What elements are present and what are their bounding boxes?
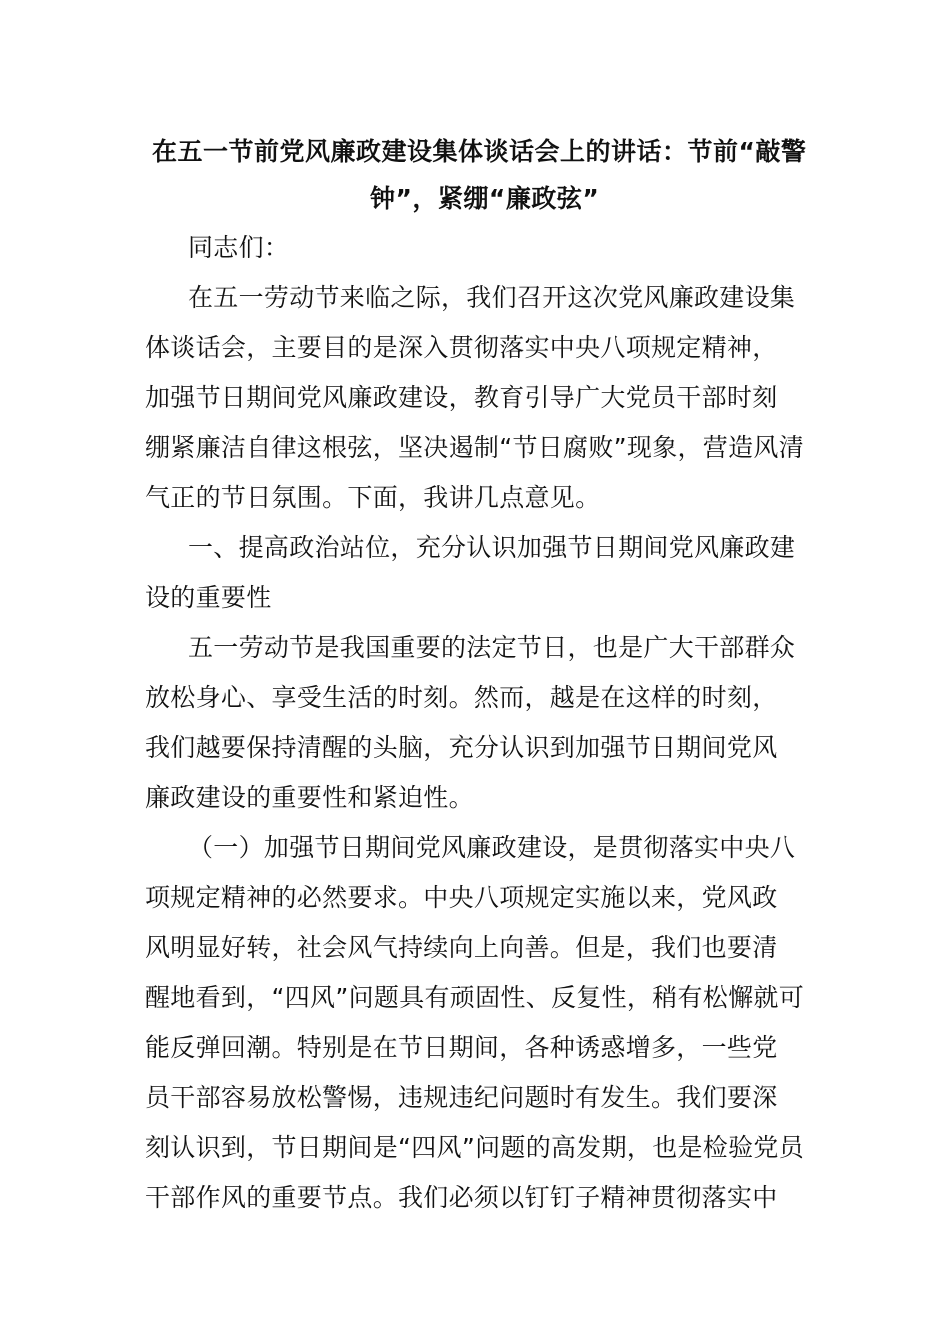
document-title-line-2: 钟”，紧绷“廉政弦” bbox=[370, 184, 600, 213]
section-heading-line: 设的重要性 bbox=[145, 583, 272, 612]
paragraph-line: 绷紧廉洁自律这根弦，坚决遏制“节日腐败”现象，营造风清 bbox=[145, 433, 805, 462]
section-heading-line: 一、提高政治站位，充分认识加强节日期间党风廉政建 bbox=[188, 533, 796, 562]
paragraph-line: 干部作风的重要节点。我们必须以钉钉子精神贯彻落实中 bbox=[145, 1183, 778, 1212]
paragraph-line: 气正的节日氛围。下面，我讲几点意见。 bbox=[145, 483, 601, 512]
paragraph-line: 加强节日期间党风廉政建设，教育引导广大党员干部时刻 bbox=[145, 383, 778, 412]
paragraph-line: 五一劳动节是我国重要的法定节日，也是广大干部群众 bbox=[188, 633, 796, 662]
paragraph-line: （一）加强节日期间党风廉政建设，是贯彻落实中央八 bbox=[188, 833, 796, 862]
paragraph-line: 廉政建设的重要性和紧迫性。 bbox=[145, 783, 474, 812]
paragraph-line: 能反弹回潮。特别是在节日期间，各种诱惑增多，一些党 bbox=[145, 1033, 778, 1062]
paragraph-line: 员干部容易放松警惕，违规违纪问题时有发生。我们要深 bbox=[145, 1083, 778, 1112]
paragraph-line: 风明显好转，社会风气持续向上向善。但是，我们也要清 bbox=[145, 933, 778, 962]
paragraph-line: 我们越要保持清醒的头脑，充分认识到加强节日期间党风 bbox=[145, 733, 778, 762]
salutation: 同志们： bbox=[188, 233, 290, 262]
paragraph-line: 项规定精神的必然要求。中央八项规定实施以来，党风政 bbox=[145, 883, 778, 912]
paragraph-line: 放松身心、享受生活的时刻。然而，越是在这样的时刻， bbox=[145, 683, 778, 712]
paragraph-line: 刻认识到，节日期间是“四风”问题的高发期，也是检验党员 bbox=[145, 1133, 805, 1162]
paragraph-line: 醒地看到，“四风”问题具有顽固性、反复性，稍有松懈就可 bbox=[145, 983, 805, 1012]
paragraph-line: 体谈话会，主要目的是深入贯彻落实中央八项规定精神， bbox=[145, 333, 778, 362]
document-title-line-1: 在五一节前党风廉政建设集体谈话会上的讲话：节前“敲警 bbox=[152, 137, 807, 166]
paragraph-line: 在五一劳动节来临之际，我们召开这次党风廉政建设集 bbox=[188, 283, 796, 312]
